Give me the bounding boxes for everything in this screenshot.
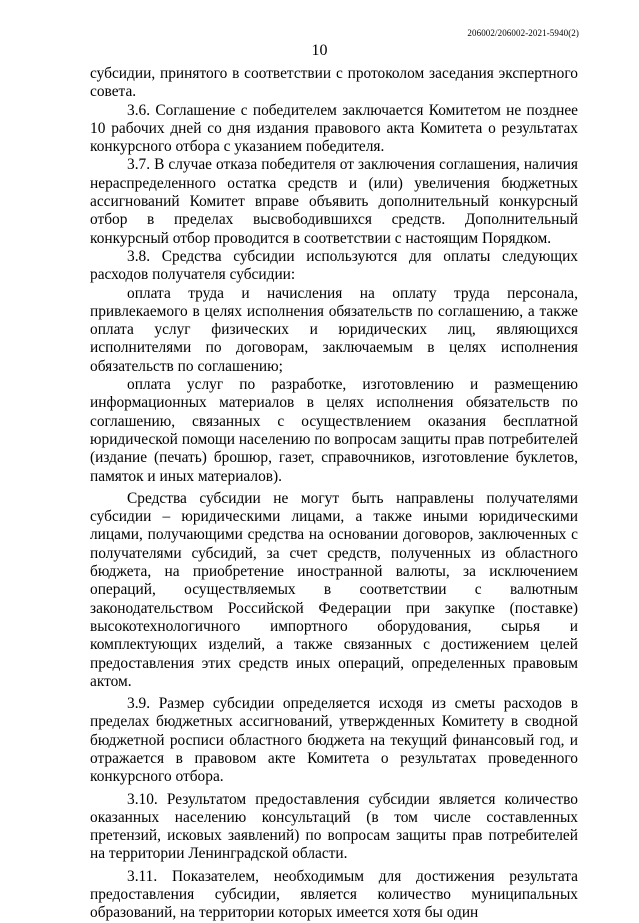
document-body bbox=[90, 65, 578, 923]
document-registration-number: 206002/206002-2021-5940(2) bbox=[467, 28, 579, 38]
paragraph-3-11: 3.11. Показателем, необходимым для достижения результата предоставления субсидии, является количество муниципальных образований, на территории которых имеется хотя бы один bbox=[90, 867, 578, 922]
paragraph-3-10: 3.10. Результатом предоставления субсидии является количество оказанных населению консультаций (в том числе составленных претензий, исковых заявлений) по вопросам защиты прав потребителей на территории Ленинградской области. bbox=[90, 790, 578, 863]
page-number: 10 bbox=[311, 42, 328, 59]
paragraph-3-8: 3.8. Средства субсидии используются для оплаты следующих расходов получателя субсидии: bbox=[90, 247, 578, 284]
paragraph-3-9: 3.9. Размер субсидии определяется исходя из сметы расходов в пределах бюджетных ассигнований, утвержденных Комитету в сводной бюджетной росписи областного бюджета на текущий финансовый год, и отражается в правовом акте Комитета о результатах проведенного конкурсного отбора. bbox=[90, 695, 578, 786]
paragraph-continuation: субсидии, принятого в соответствии с протоколом заседания экспертного совета. bbox=[90, 65, 578, 101]
paragraph-restrictions: Средства субсидии не могут быть направлены получателями субсидии – юридическими лицами, а также иными юридическими лицами, получающими средства на основании договоров, заключенных с получателями субсидий, за счет средств, полученных из областного бюджета, на приобретение иностранной валюты, за исключением операций, осуществляемых в соответствии с валютным законодательством Российской Федерации при закупке (поставке) высокотехнологичного импортного оборудования, сырья и комплектующих изделий, а также связанных с достижением целей предоставления этих средств иных операций, определенных правовым актом. bbox=[90, 489, 578, 690]
paragraph-3-8-item-1: оплата труда и начисления на оплату труда персонала, привлекаемого в целях исполнения обязательств по соглашению, а также оплата услуг физических и юридических лиц, являющихся исполнителями по договорам, заключаемым в целях исполнения обязательств по соглашению; bbox=[90, 284, 578, 375]
paragraph-3-8-item-2: оплата услуг по разработке, изготовлению и размещению информационных материалов в целях исполнения обязательств по соглашению, связанных с осуществлением оказания бесплатной юридической помощи населению по вопросам защиты прав потребителей (издание (печать) брошюр, газет, справочников, изготовление буклетов, памяток и иных материалов). bbox=[90, 376, 578, 485]
paragraph-3-7: 3.7. В случае отказа победителя от заключения соглашения, наличия нераспределенного остатка средств и (или) увеличения бюджетных ассигнований Комитет вправе объявить дополнительный конкурсный отбор в пределах высвободившихся средств. Дополнительный конкурсный отбор проводится в соответствии с настоящим Порядком. bbox=[90, 156, 578, 247]
paragraph-3-6: 3.6. Соглашение с победителем заключается Комитетом не позднее 10 рабочих дней со дня издания правового акта Комитета о результатах конкурсного отбора с указанием победителя. bbox=[90, 101, 578, 156]
